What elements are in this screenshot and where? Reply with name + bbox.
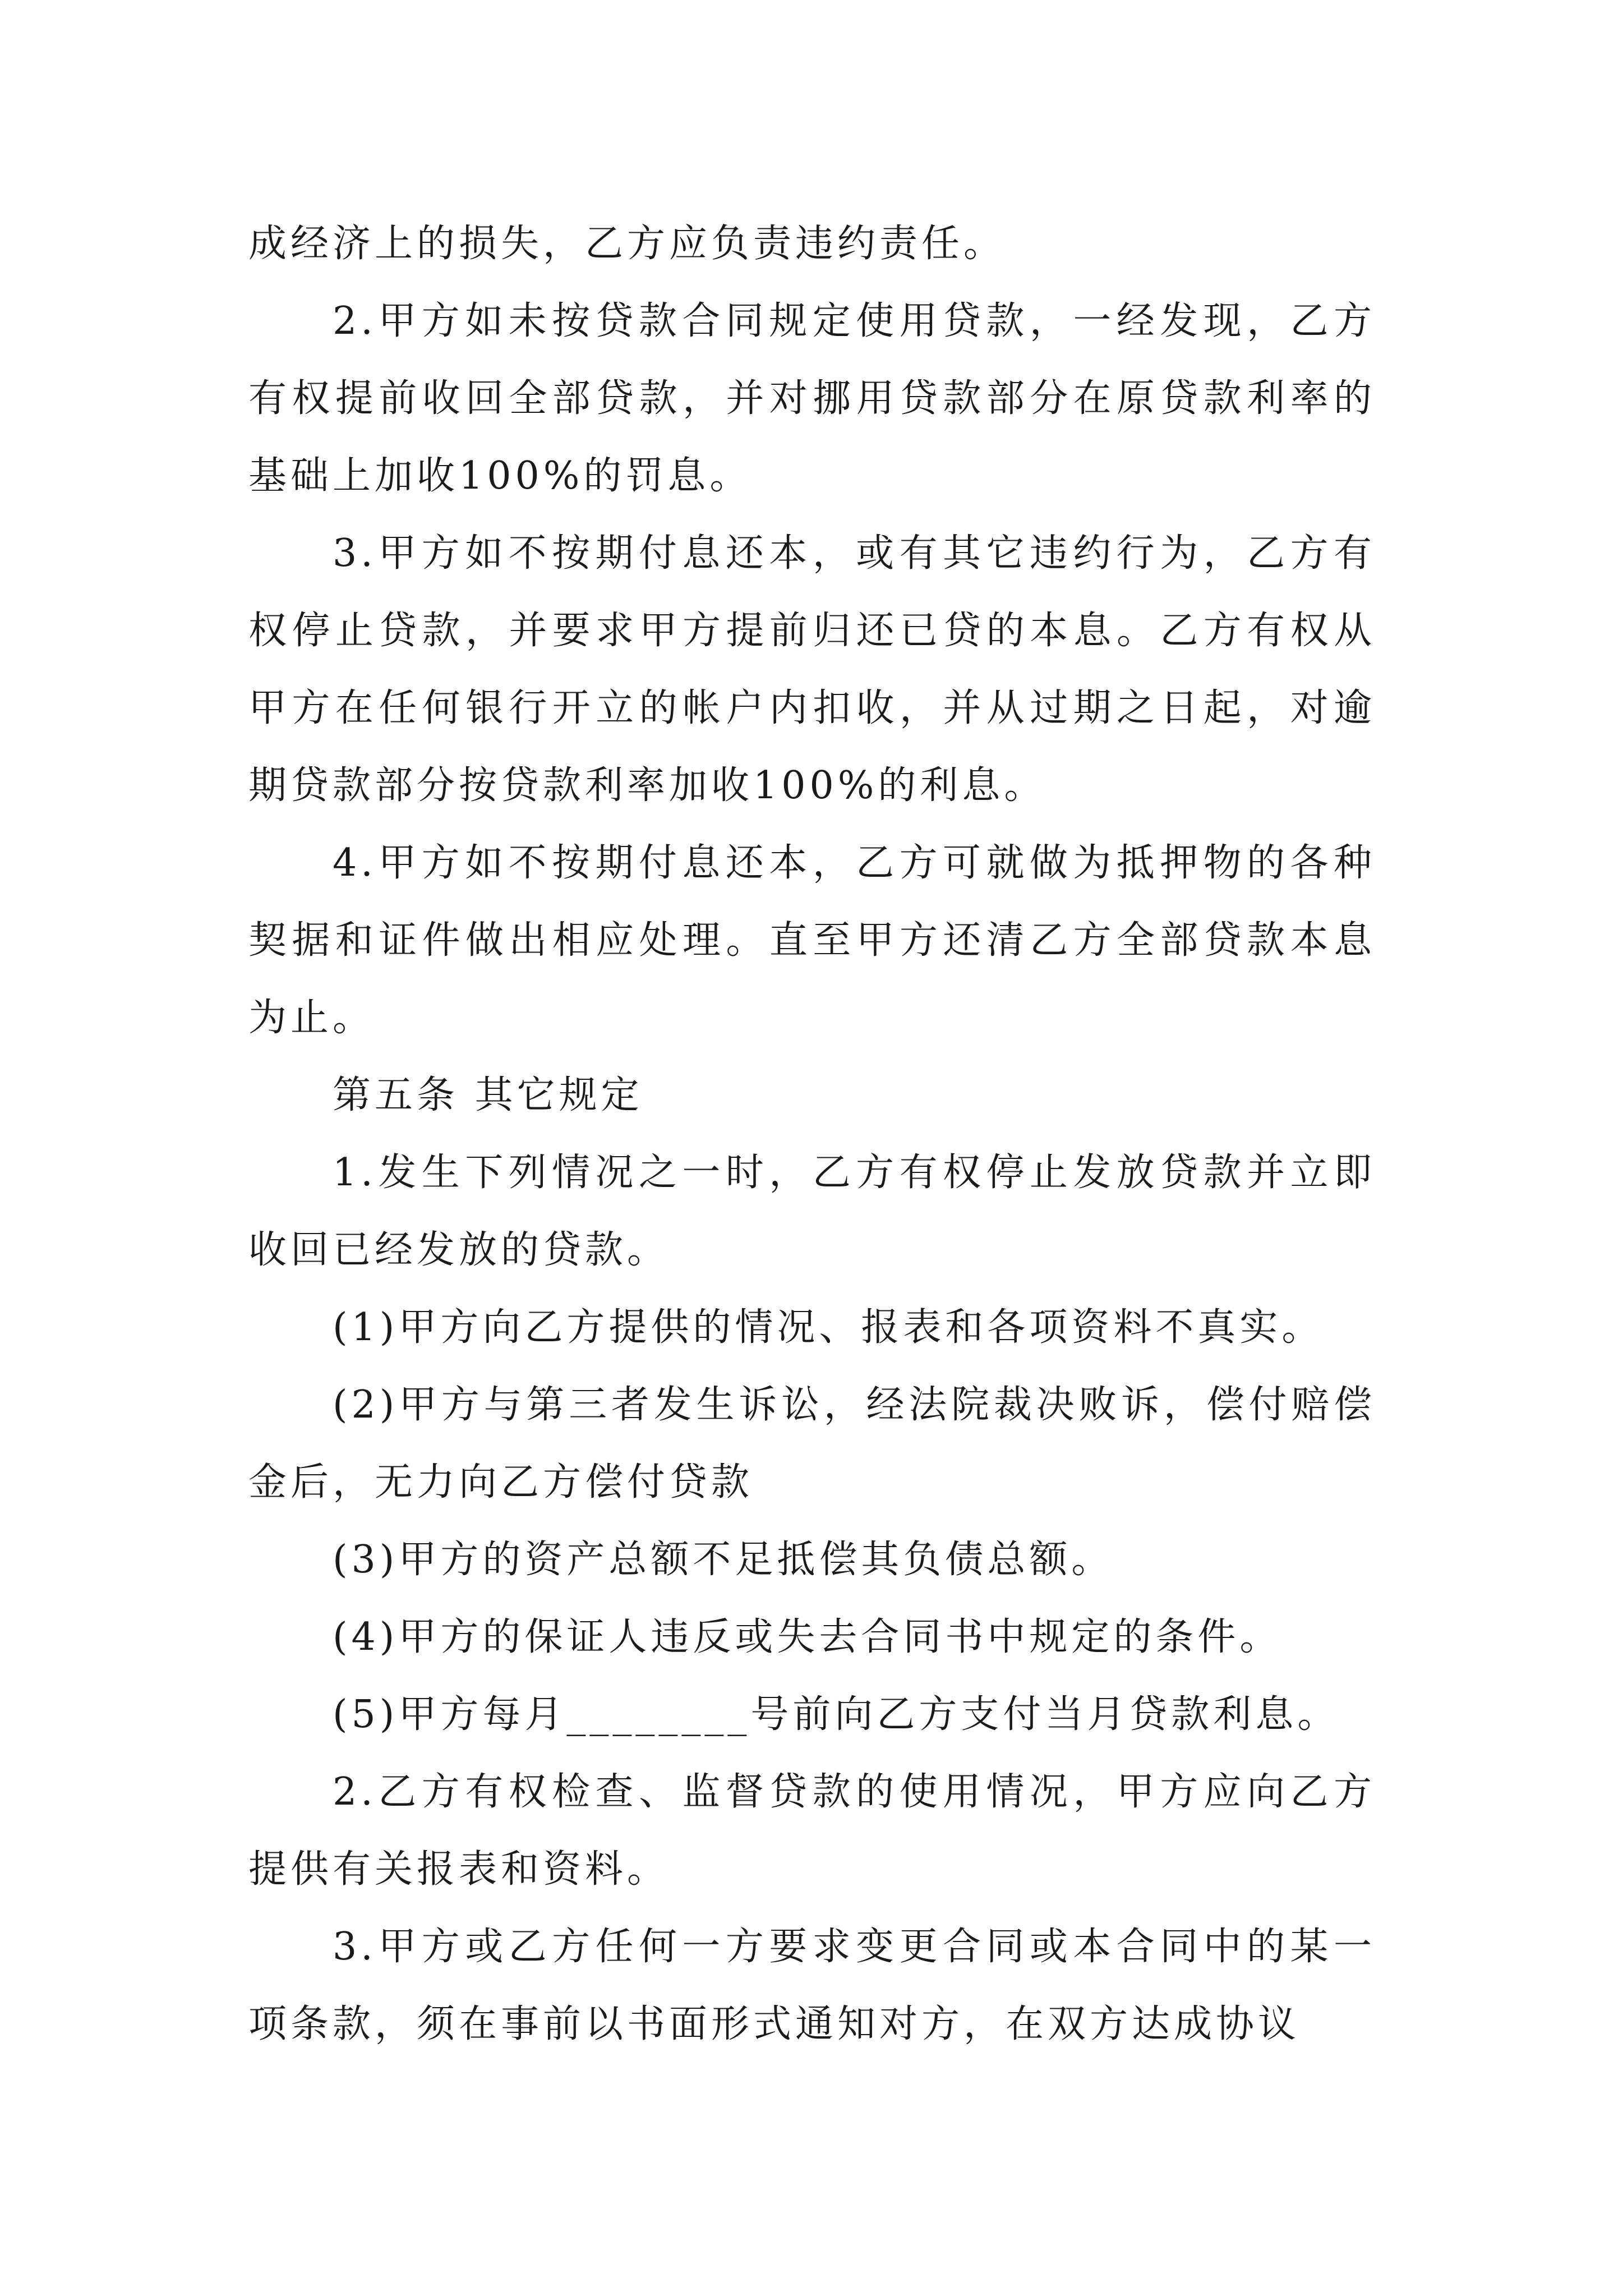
document-body bbox=[248, 205, 1376, 2063]
paragraph-clause-3-default: 3.甲方如不按期付息还本，或有其它违约行为，乙方有权停止贷款，并要求甲方提前归还已贷的本息。乙方有权从甲方在任何银行开立的帐户内扣收，并从过期之日起，对逾期贷款部分按贷款利率加收100%的利息。 bbox=[248, 531, 1376, 808]
list-item-5: (5)甲方每月________号前向乙方支付当月贷款利息。 bbox=[333, 1692, 1340, 1737]
paragraph-article-5-item-2: 2.乙方有权检查、监督贷款的使用情况，甲方应向乙方提供有关报表和资料。 bbox=[248, 1770, 1376, 1892]
paragraph-article-5-item-1: 1.发生下列情况之一时，乙方有权停止发放贷款并立即收回已经发放的贷款。 bbox=[248, 1151, 1376, 1272]
section-heading-article-5: 第五条 其它规定 bbox=[333, 1073, 643, 1117]
paragraph-clause-4-collateral: 4.甲方如不按期付息还本，乙方可就做为抵押物的各种契据和证件做出相应处理。直至甲方还清乙方全部贷款本息为止。 bbox=[248, 841, 1376, 1040]
list-item-4: (4)甲方的保证人违反或失去合同书中规定的条件。 bbox=[333, 1615, 1282, 1659]
paragraph-liability: 成经济上的损失，乙方应负责违约责任。 bbox=[248, 222, 1006, 266]
list-item-3: (3)甲方的资产总额不足抵偿其负债总额。 bbox=[333, 1538, 1114, 1582]
paragraph-article-5-item-3: 3.甲方或乙方任何一方要求变更合同或本合同中的某一项条款，须在事前以书面形式通知对方，在双方达成协议 bbox=[248, 1925, 1376, 2046]
paragraph-clause-2-misuse: 2.甲方如未按贷款合同规定使用贷款，一经发现，乙方有权提前收回全部贷款，并对挪用贷款部分在原贷款利率的基础上加收100%的罚息。 bbox=[248, 299, 1376, 498]
list-item-1: (1)甲方向乙方提供的情况、报表和各项资料不真实。 bbox=[333, 1305, 1324, 1350]
list-item-2: (2)甲方与第三者发生诉讼，经法院裁决败诉，偿付赔偿金后，无力向乙方偿付贷款 bbox=[248, 1383, 1376, 1504]
